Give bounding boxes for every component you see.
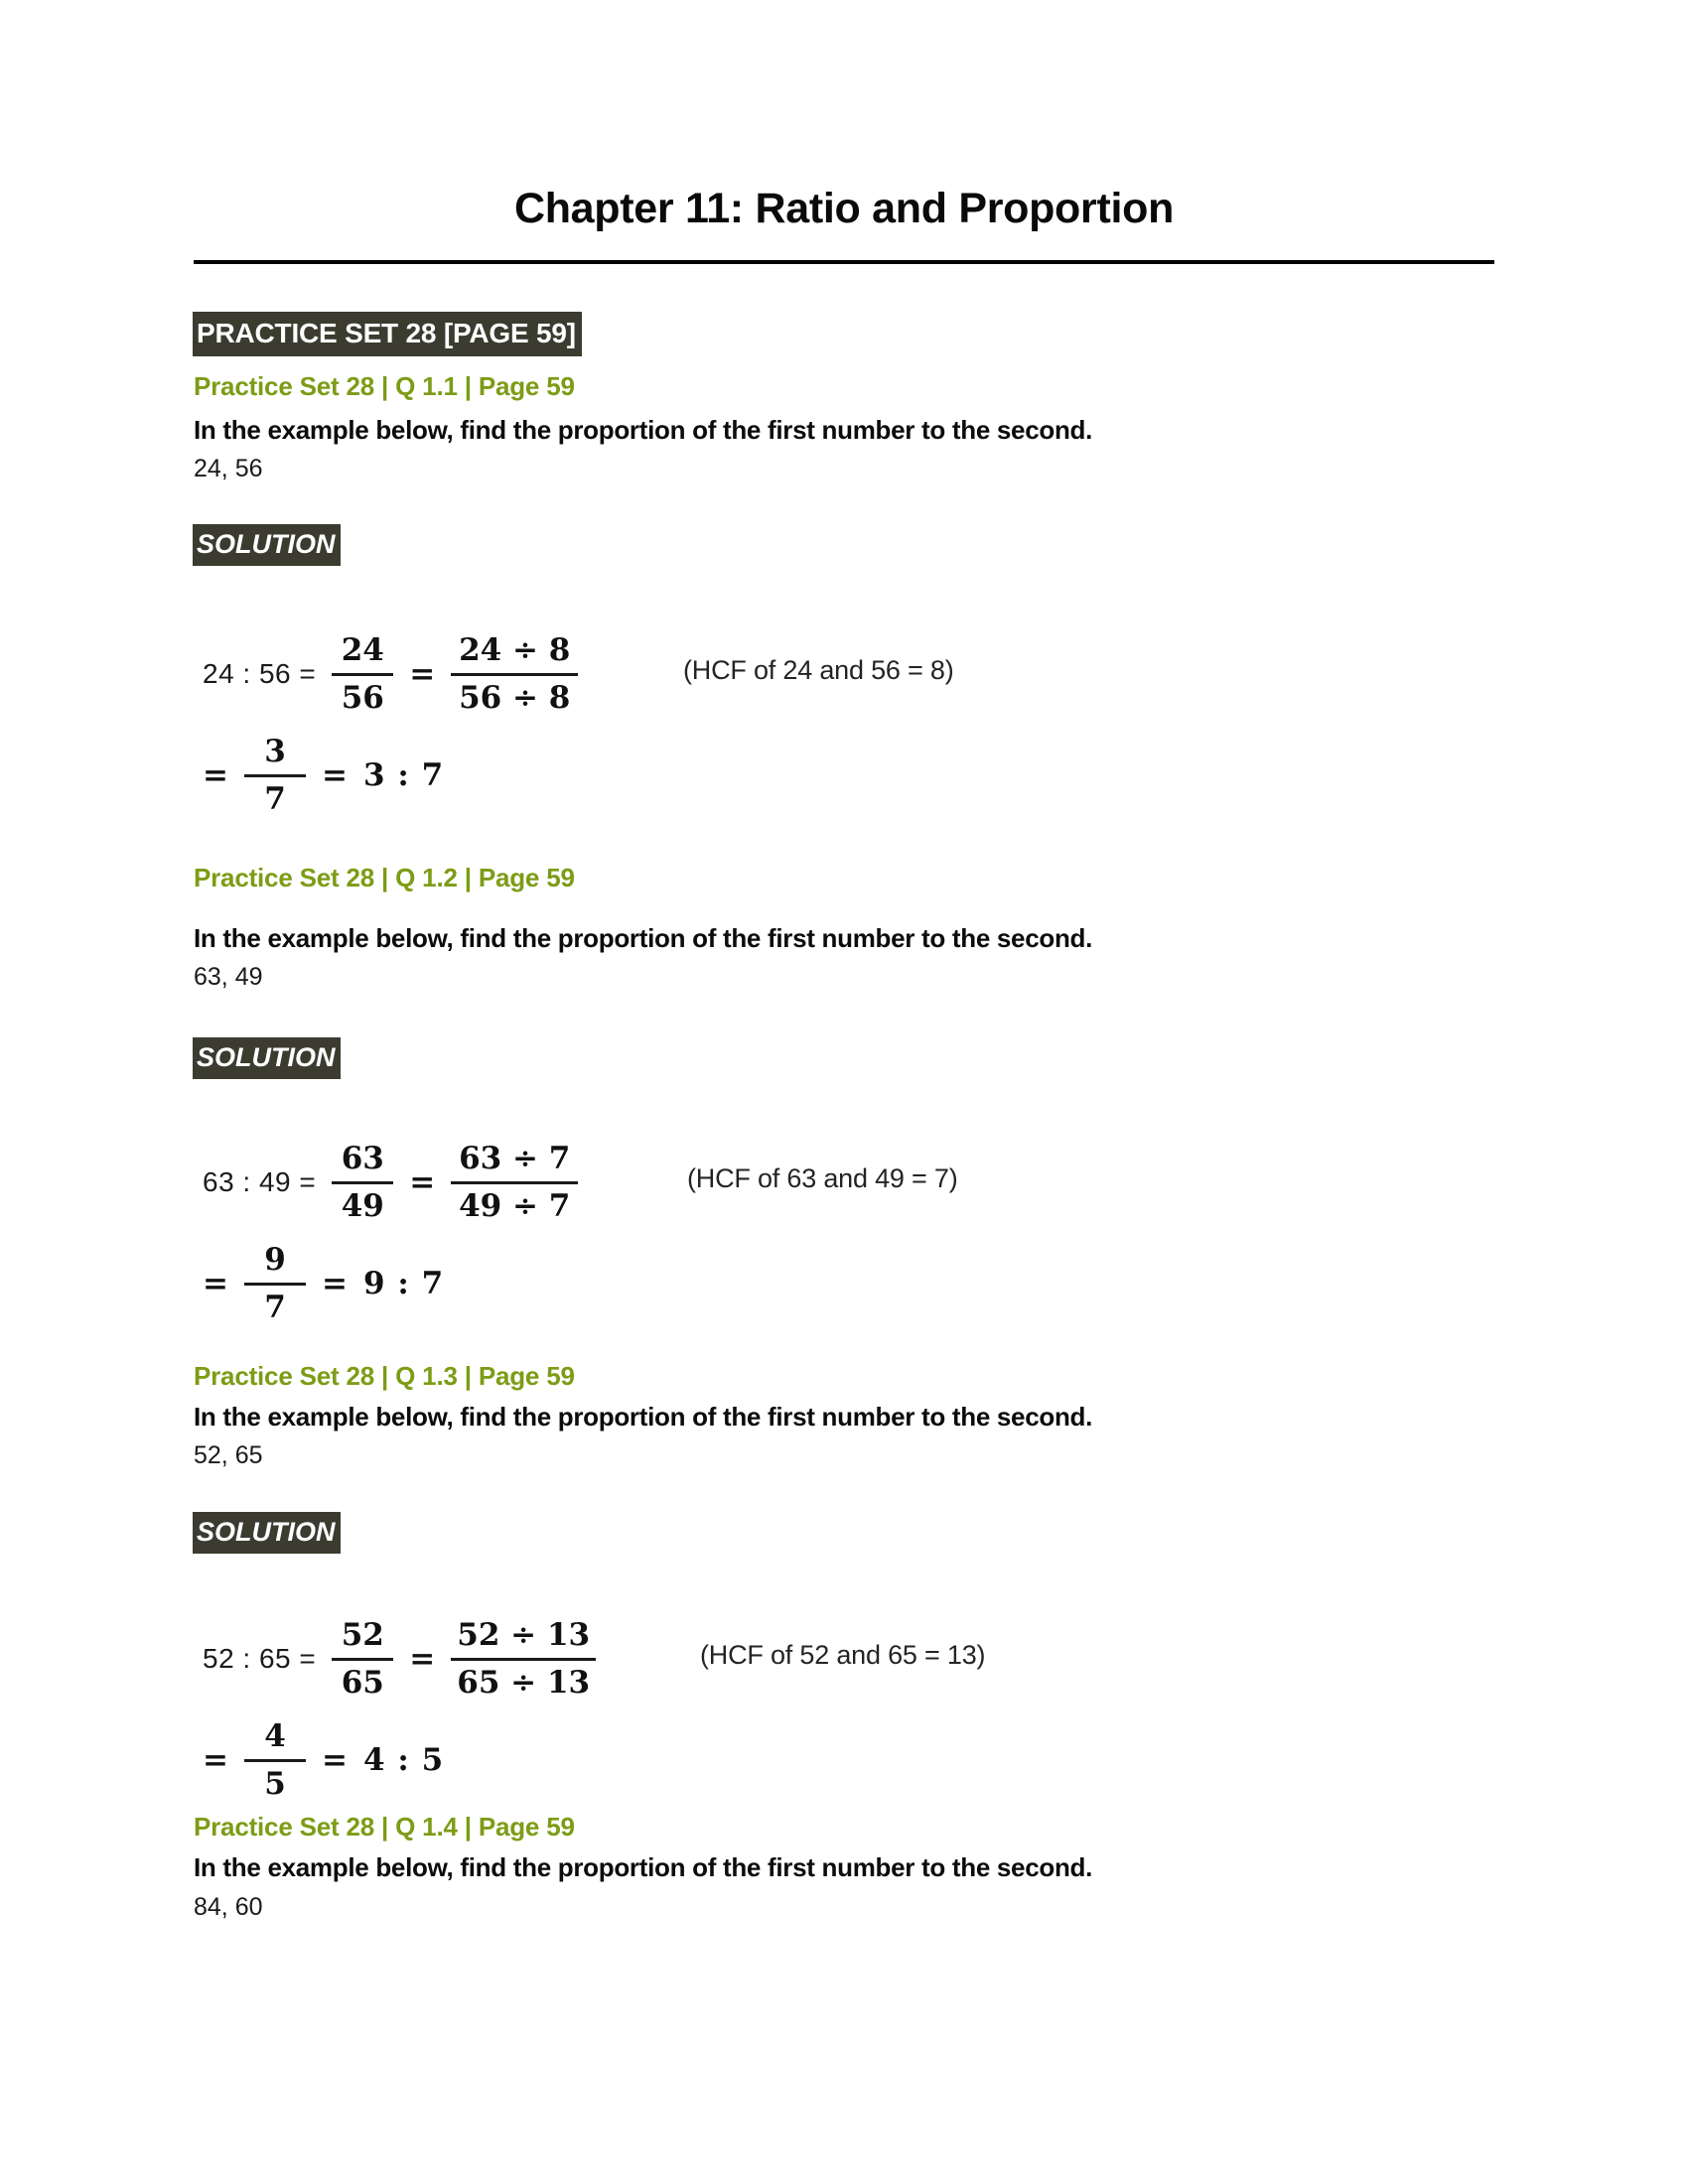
fraction-denominator: 65 ÷ 13	[457, 1664, 591, 1701]
fraction-bar	[244, 1283, 306, 1286]
equals-sign-2a: =	[409, 1164, 436, 1201]
math-expression-2-line2	[203, 1243, 444, 1324]
question-heading-1[interactable]: Practice Set 28 | Q 1.1 | Page 59	[194, 371, 575, 401]
fraction-numerator: 3	[264, 734, 286, 769]
title-divider	[194, 260, 1494, 264]
fraction-bar	[244, 774, 306, 777]
fraction-3c	[244, 1719, 306, 1801]
fraction-numerator: 24 ÷ 8	[459, 632, 571, 668]
math-lead-2: 63 : 49 =	[203, 1166, 317, 1198]
math-lead-1: 24 : 56 =	[203, 658, 317, 690]
fraction-bar	[332, 1181, 393, 1184]
question-prompt-4: In the example below, find the proportion of the first number to the second.	[194, 1852, 1093, 1882]
equals-sign-3c: =	[321, 1742, 348, 1779]
fraction-bar	[332, 673, 393, 676]
solution-badge-1: SOLUTION	[193, 524, 341, 566]
math-expression-3-line2	[203, 1719, 444, 1801]
fraction-numerator: 63	[341, 1141, 384, 1176]
fraction-bar	[244, 1759, 306, 1762]
result-ratio-2: 9 : 7	[362, 1266, 445, 1302]
fraction-2c	[244, 1243, 306, 1324]
fraction-denominator: 49	[341, 1187, 384, 1224]
question-values-4: 84, 60	[194, 1893, 263, 1921]
fraction-bar	[451, 1658, 596, 1661]
question-prompt-3: In the example below, find the proportion of the first number to the second.	[194, 1402, 1093, 1432]
fraction-bar	[332, 1658, 393, 1661]
fraction-denominator: 49 ÷ 7	[459, 1187, 571, 1224]
equals-sign-1c: =	[321, 757, 348, 794]
math-expression-1-line1	[203, 633, 578, 715]
fraction-numerator: 24	[341, 632, 384, 668]
fraction-numerator: 9	[264, 1242, 286, 1278]
math-expression-2-line1	[203, 1142, 578, 1223]
practice-set-badge: PRACTICE SET 28 [PAGE 59]	[193, 312, 582, 356]
fraction-numerator: 52	[341, 1617, 384, 1653]
result-ratio-3: 4 : 5	[362, 1742, 445, 1779]
math-lead-3: 52 : 65 =	[203, 1643, 317, 1675]
question-values-3: 52, 65	[194, 1441, 263, 1469]
fraction-numerator: 4	[264, 1718, 286, 1754]
equals-sign-3a: =	[409, 1641, 436, 1678]
equals-sign-2b: =	[203, 1266, 228, 1302]
fraction-denominator: 56 ÷ 8	[459, 679, 571, 716]
page-title: Chapter 11: Ratio and Proportion	[513, 185, 1175, 232]
solution-badge-2: SOLUTION	[193, 1037, 341, 1079]
math-expression-3-line1	[203, 1618, 596, 1700]
fraction-3a	[332, 1618, 393, 1700]
equals-sign-2c: =	[321, 1266, 348, 1302]
result-ratio-1: 3 : 7	[362, 757, 445, 794]
hcf-note-2: (HCF of 63 and 49 = 7)	[687, 1163, 958, 1193]
fraction-numerator: 63 ÷ 7	[459, 1141, 571, 1176]
question-values-1: 24, 56	[194, 455, 263, 482]
question-heading-4[interactable]: Practice Set 28 | Q 1.4 | Page 59	[194, 1812, 575, 1842]
fraction-3b	[451, 1618, 596, 1700]
fraction-1c	[244, 735, 306, 816]
fraction-bar	[451, 1181, 578, 1184]
fraction-denominator: 5	[264, 1765, 286, 1802]
fraction-1b	[451, 633, 578, 715]
question-values-2: 63, 49	[194, 963, 263, 991]
equals-sign-3b: =	[203, 1742, 228, 1779]
question-prompt-1: In the example below, find the proportion of the first number to the second.	[194, 415, 1093, 445]
math-expression-1-line2	[203, 735, 444, 816]
fraction-1a	[332, 633, 393, 715]
question-heading-3[interactable]: Practice Set 28 | Q 1.3 | Page 59	[194, 1361, 575, 1391]
question-heading-2[interactable]: Practice Set 28 | Q 1.2 | Page 59	[194, 863, 575, 892]
fraction-denominator: 7	[264, 1289, 286, 1325]
hcf-note-1: (HCF of 24 and 56 = 8)	[683, 655, 954, 685]
fraction-numerator: 52 ÷ 13	[457, 1617, 591, 1653]
equals-sign-1b: =	[203, 757, 228, 794]
question-prompt-2: In the example below, find the proportion of the first number to the second.	[194, 923, 1093, 953]
fraction-denominator: 65	[341, 1664, 384, 1701]
fraction-2b	[451, 1142, 578, 1223]
fraction-2a	[332, 1142, 393, 1223]
fraction-denominator: 7	[264, 780, 286, 817]
hcf-note-3: (HCF of 52 and 65 = 13)	[700, 1640, 986, 1670]
fraction-denominator: 56	[341, 679, 384, 716]
fraction-bar	[451, 673, 578, 676]
solution-badge-3: SOLUTION	[193, 1512, 341, 1554]
equals-sign-1a: =	[409, 656, 436, 693]
